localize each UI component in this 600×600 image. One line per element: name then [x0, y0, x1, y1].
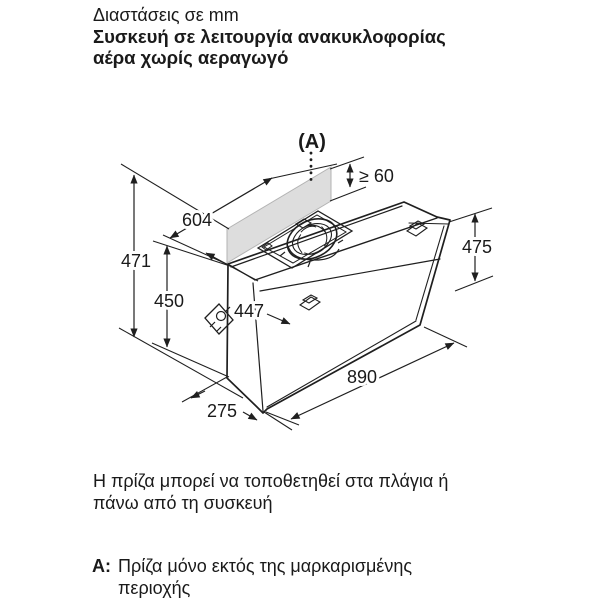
power-plug-icon	[205, 304, 233, 334]
dim-label-604: 604	[181, 210, 213, 230]
socket-note-line2: πάνω από τη συσκευή	[93, 492, 273, 513]
dimension-471	[119, 164, 243, 398]
dim-label-275: 275	[206, 401, 238, 421]
marked-area-panel	[227, 167, 331, 263]
socket-note-line1: Η πρίζα μπορεί να τοποθετηθεί στα πλάγια ή	[93, 471, 449, 491]
marked-area-note	[92, 556, 572, 599]
note-a-label: A:	[92, 556, 111, 576]
dim-label-471: 471	[120, 251, 152, 271]
dim-label-475: 475	[461, 237, 493, 257]
page-title-line1: Συσκευή σε λειτουργία ανακυκλοφορίας	[93, 26, 446, 47]
glass-top-edge	[260, 259, 440, 291]
note-a-line2: περιοχής	[118, 577, 191, 598]
dim-label-890: 890	[346, 367, 378, 387]
units-note: Διαστάσεις σε mm	[93, 5, 239, 25]
glass-right-inner-edge	[416, 226, 444, 320]
page-title-line2: αέρα χωρίς αεραγωγό	[93, 47, 289, 68]
glass-clip-left	[300, 297, 320, 310]
marked-area-label: (A)	[298, 131, 326, 153]
dim-label-min-60: ≥ 60	[359, 166, 394, 186]
note-a-line1: Πρίζα μόνο εκτός της μαρκαρισμένης	[118, 556, 413, 576]
note-a-text	[118, 556, 412, 599]
glass-bottom-inner-edge	[267, 321, 416, 407]
dim-label-450: 450	[153, 291, 185, 311]
dim-label-447: 447	[233, 301, 265, 321]
socket-placement-note	[93, 471, 573, 514]
